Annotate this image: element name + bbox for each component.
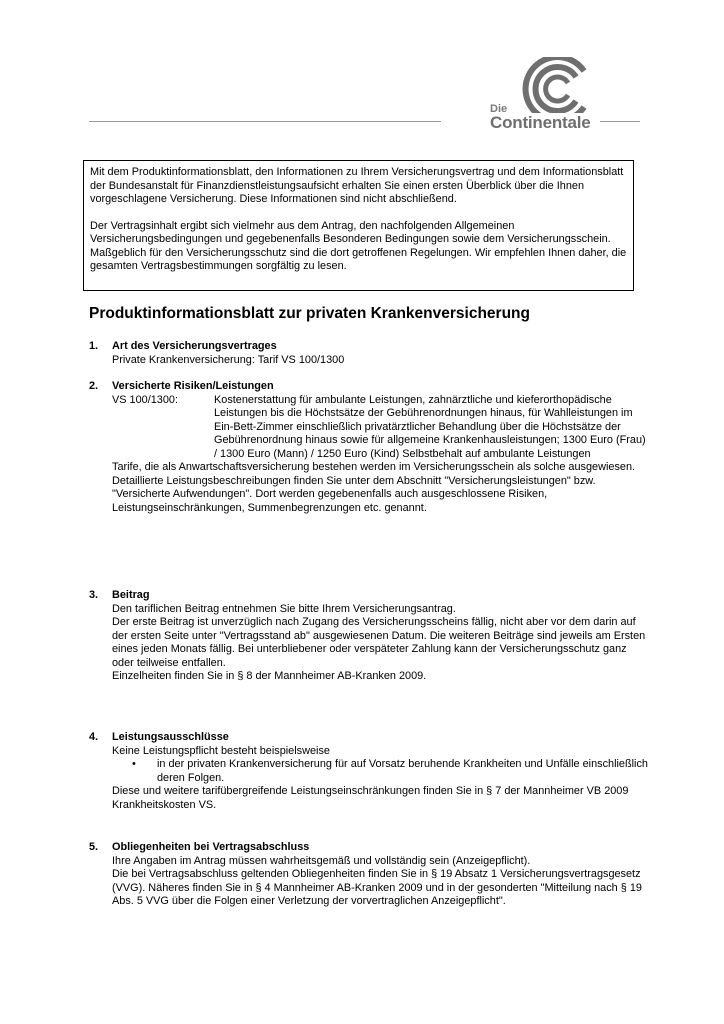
section-text: Private Krankenversicherung: Tarif VS 100/1300 — [112, 353, 345, 366]
intro-box — [83, 160, 634, 291]
section-number: 3. — [89, 589, 99, 601]
section-number: 5. — [89, 841, 99, 853]
section-text: Diese und weitere tarifübergreifende Leistungseinschränkungen finden Sie in § 7 der Mannheimer VB 2009 Krankheitskosten VS. — [112, 785, 629, 811]
section-text: Keine Leistungspflicht besteht beispielsweise — [112, 744, 330, 757]
brand-line-2: Continentale — [490, 113, 591, 132]
section-text: Die bei Vertragsabschluss geltenden Obliegenheiten finden Sie in § 19 Absatz 1 Versicherungsvertragsgesetz (VVG). Näheres finden Sie in § 4 Mannheimer AB-Kranken 2009 und in der gesonderten "Mitteilung nach § 19 Abs. 5 VVG über die Folgen einer Verletzung der vorvertraglichen Anzeigepflicht". — [112, 868, 642, 907]
header-rule-left — [89, 121, 441, 122]
section-heading: Versicherte Risiken/Leistungen — [112, 380, 274, 392]
list-item-text: in der privaten Krankenversicherung für auf Vorsatz beruhende Krankheiten und Unfälle einschließlich deren Folgen. — [157, 758, 648, 784]
section-heading: Leistungsausschlüsse — [112, 731, 229, 743]
page-title: Produktinformationsblatt zur privaten Krankenversicherung — [89, 305, 530, 322]
list-item — [132, 758, 649, 785]
tariff-row — [112, 394, 649, 462]
section-heading: Obliegenheiten bei Vertragsabschluss — [112, 841, 310, 853]
section-3 — [89, 589, 649, 684]
section-1 — [89, 340, 649, 367]
section-heading: Art des Versicherungsvertrages — [112, 340, 277, 352]
brand-line-1: Die — [490, 103, 508, 115]
header-rule-right — [600, 121, 640, 122]
continentale-logo-icon — [512, 57, 594, 113]
section-5 — [89, 841, 649, 909]
section-text: Tarife, die als Anwartschaftsversicherung bestehen werden im Versicherungsschein als solche ausgewiesen. — [112, 461, 636, 473]
section-text: Der erste Beitrag ist unverzüglich nach Zugang des Versicherungsscheins fällig, nicht aber vor dem darin auf der ersten Seite unter "Vertragsstand ab" ausgewiesenen Datum. Die weiteren Beiträge sind jeweils am Ersten eines jeden Monats fällig. Bei unterbliebener oder verspäteter Zahlung kann der Versicherungsschutz ganz oder teilweise entfallen. — [112, 616, 646, 669]
section-text: Ihre Angaben im Antrag müssen wahrheitsgemäß und vollständig sein (Anzeigepflicht). — [112, 854, 531, 867]
section-text: Den tariflichen Beitrag entnehmen Sie bitte Ihrem Versicherungsantrag. — [112, 602, 456, 615]
company-logo — [490, 57, 600, 132]
bullet-icon: • — [132, 758, 136, 770]
section-number: 1. — [89, 340, 99, 352]
section-4 — [89, 731, 649, 812]
section-text: Detaillierte Leistungsbeschreibungen finden Sie unter dem Abschnitt "Versicherungsleistungen" bzw. "Versicherte Aufwendungen". Dort werden gegebenenfalls auch ausgeschlossene Risiken, Leistungseinschränkungen, Summenbegrenzungen etc. genannt. — [112, 474, 596, 514]
tariff-description: Kostenerstattung für ambulante Leistungen, zahnärztliche und kieferorthopädische Leistungen bis die Höchstsätze der Gebührenordnungen hinaus, für Wahlleistungen im Ein-Bett-Zimmer einschließlich privatärztlicher Behandlung über die Höchstsätze der Gebührenordnung hinaus sowie für allgemeine Krankenhausleistungen; 1300 Euro (Frau) / 1300 Euro (Mann) / 1250 Euro (Kind) Selbstbehalt auf ambulante Leistungen — [214, 393, 646, 460]
intro-paragraph-1: Mit dem Produktinformationsblatt, den Informationen zu Ihrem Versicherungsvertrag und dem Informationsblatt der Bundesanstalt für Finanzdienstleistungsaufsicht erhalten Sie einen ersten Überblick über die Ihnen vorgeschlagene Versicherung. Diese Informationen sind nicht abschließend. — [90, 166, 624, 205]
section-heading: Beitrag — [112, 589, 150, 601]
tariff-label: VS 100/1300: — [112, 393, 179, 406]
section-number: 2. — [89, 380, 99, 392]
section-2 — [89, 380, 649, 515]
intro-paragraph-2: Der Vertragsinhalt ergibt sich vielmehr aus dem Antrag, den nachfolgenden Allgemeinen Versicherungsbedingungen und gegebenenfalls Besonderen Bedingungen sowie dem Versicherungsschein. Maßgeblich für den Versicherungsschutz sind die dort getroffenen Regelungen. Wir empfehlen Ihnen daher, die gesamten Vertragsbestimmungen sorgfältig zu lesen. — [90, 219, 627, 272]
section-text: Einzelheiten finden Sie in § 8 der Mannheimer AB-Kranken 2009. — [112, 670, 427, 682]
section-number: 4. — [89, 731, 99, 743]
